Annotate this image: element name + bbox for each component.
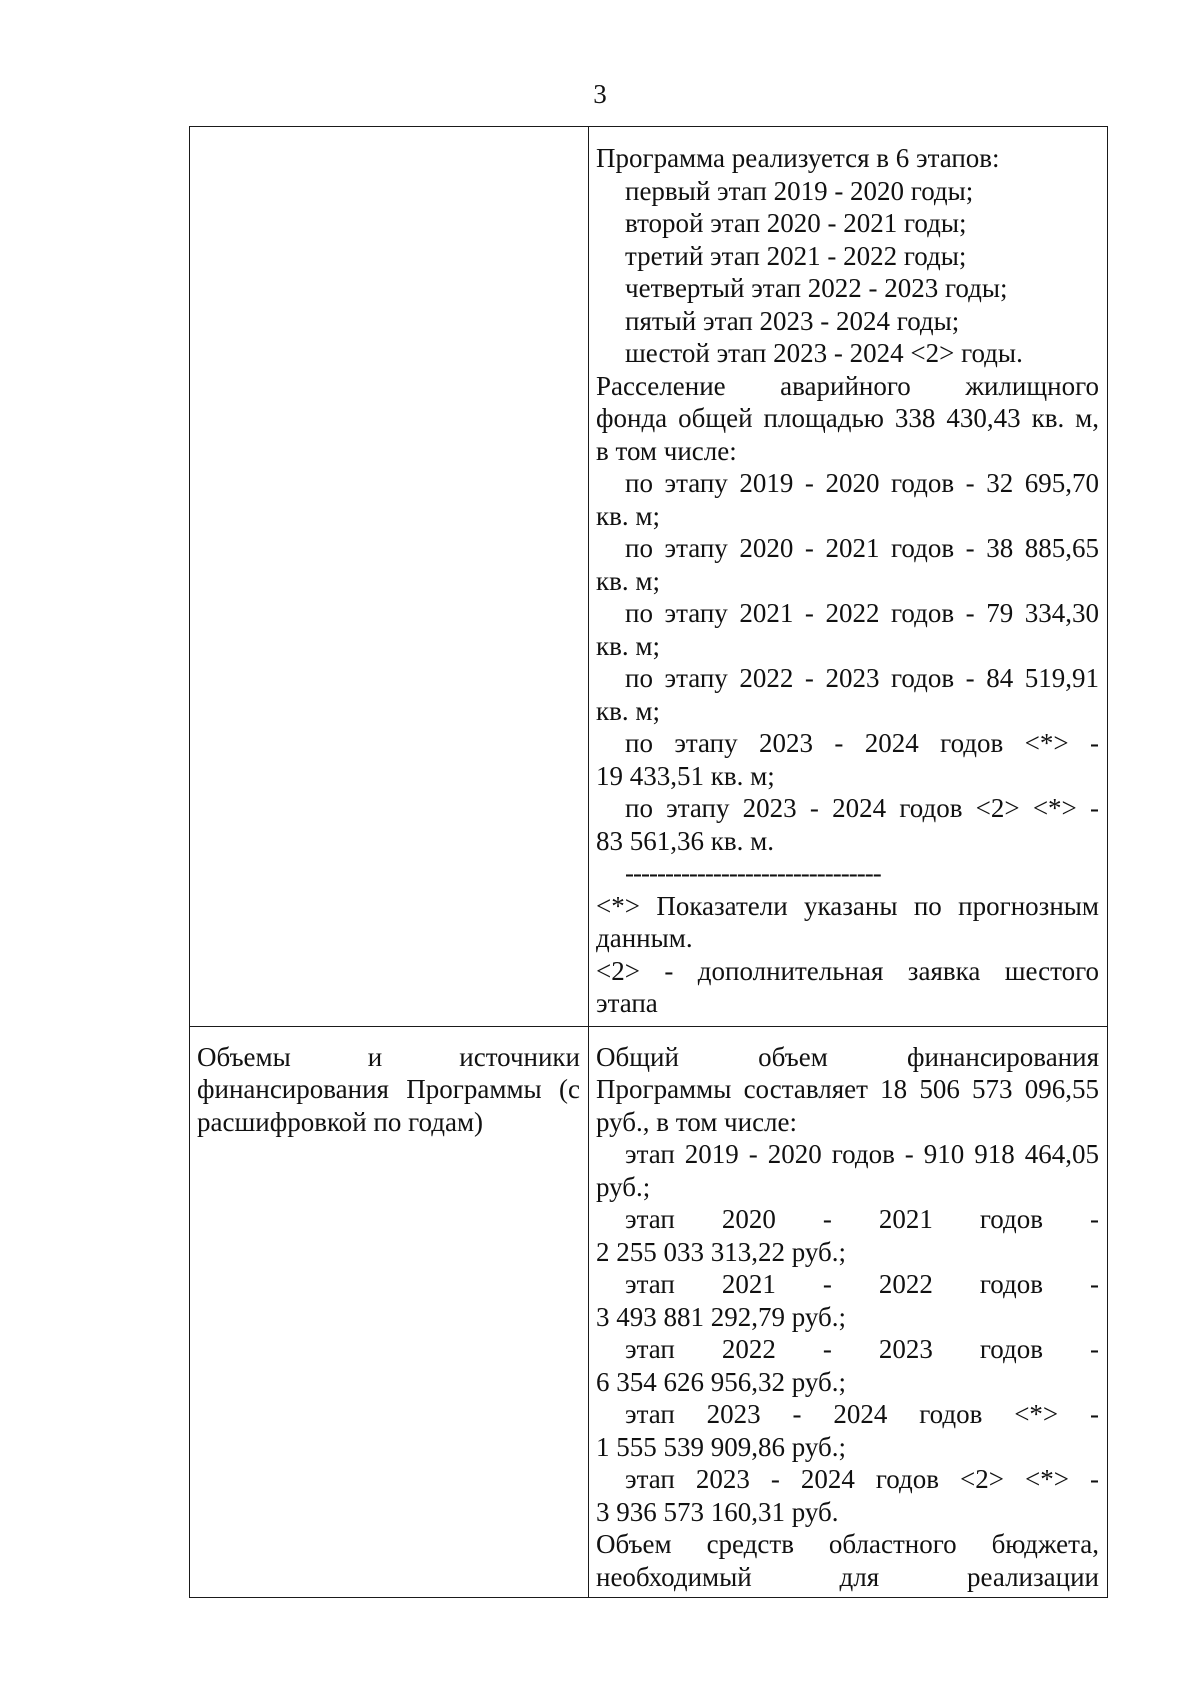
text-line: по этапу 2019 - 2020 годов - 32 695,70: [625, 468, 1099, 498]
text-line: Объем средств областного бюджета,: [596, 1529, 1099, 1559]
footnote-separator: --------------------------------: [625, 858, 881, 888]
text-line: необходимый для реализации: [596, 1561, 1099, 1592]
table-row-financing: [190, 1026, 1108, 1598]
text-line: по этапу 2020 - 2021 годов - 38 885,65: [625, 533, 1099, 563]
label-line: Объемы и источники: [197, 1041, 580, 1072]
text-line: этап 2019 - 2020 годов - 910 918 464,05: [625, 1139, 1099, 1169]
text-line: 83 561,36 кв. м.: [596, 825, 774, 856]
footnote-line: данным.: [596, 923, 693, 953]
text-line: по этапу 2021 - 2022 годов - 79 334,30: [625, 598, 1099, 628]
text-line: Расселение аварийного жилищного: [596, 370, 1099, 401]
text-line: по этапу 2023 - 2024 годов <2> <*> -: [625, 793, 1099, 823]
text-line: кв. м;: [596, 500, 660, 531]
footnote-line: <*> Показатели указаны по прогнозным: [596, 890, 1099, 921]
stages-text-block: [596, 142, 1099, 857]
label-line: расшифровкой по годам): [197, 1106, 484, 1137]
text-line: шестой этап 2023 - 2024 <2> годы.: [625, 338, 1023, 368]
row1-left-cell: [190, 127, 589, 1027]
text-line: четвертый этап 2022 - 2023 годы;: [625, 273, 1008, 303]
footnotes-block: [596, 890, 1099, 1020]
row1-right-cell: [589, 127, 1108, 1027]
text-line: 6 354 626 956,32 руб.;: [596, 1366, 847, 1397]
text-line: этап 2022 - 2023 годов -: [625, 1334, 1099, 1364]
program-passport-table: [189, 126, 1108, 1598]
text-line: 1 555 539 909,86 руб.;: [596, 1431, 847, 1462]
text-line: этап 2023 - 2024 годов <*> -: [625, 1399, 1099, 1429]
text-line: руб.;: [596, 1171, 651, 1202]
text-line: Программа реализуется в 6 этапов:: [596, 143, 1000, 173]
text-line: по этапу 2023 - 2024 годов <*> -: [625, 728, 1099, 758]
text-line: в том числе:: [596, 435, 737, 466]
footnote-line: <2> - дополнительная заявка шестого: [596, 955, 1099, 986]
text-line: Программы составляет 18 506 573 096,55: [596, 1074, 1099, 1104]
financing-text-block: [589, 1027, 1107, 1598]
text-line: этап 2023 - 2024 годов <2> <*> -: [625, 1464, 1099, 1494]
label-line: финансирования Программы (с: [197, 1074, 580, 1104]
row2-right-cell: [589, 1026, 1108, 1598]
text-line: Общий объем финансирования: [596, 1041, 1099, 1072]
text-line: 3 493 881 292,79 руб.;: [596, 1301, 847, 1332]
text-line: кв. м;: [596, 630, 660, 661]
text-line: первый этап 2019 - 2020 годы;: [625, 175, 974, 206]
text-line: пятый этап 2023 - 2024 годы;: [625, 305, 960, 336]
text-line: руб., в том числе:: [596, 1106, 798, 1137]
row2-left-cell: [190, 1026, 589, 1598]
text-line: фонда общей площадью 338 430,43 кв. м,: [596, 403, 1099, 433]
row1-left-text: [190, 127, 588, 148]
table-row-stages: [190, 127, 1108, 1027]
footnote-line: этапа: [596, 988, 658, 1018]
text-line: третий этап 2021 - 2022 годы;: [625, 240, 967, 271]
financing-label: [190, 1027, 588, 1143]
page-number: 3: [593, 79, 607, 109]
text-line: второй этап 2020 - 2021 годы;: [625, 208, 967, 238]
text-line: этап 2020 - 2021 годов -: [625, 1204, 1099, 1234]
text-line: 3 936 573 160,31 руб.: [596, 1496, 839, 1527]
text-line: кв. м;: [596, 565, 660, 596]
text-line: 19 433,51 кв. м;: [596, 760, 775, 791]
text-line: кв. м;: [596, 695, 660, 726]
text-line: этап 2021 - 2022 годов -: [625, 1269, 1099, 1299]
text-line: по этапу 2022 - 2023 годов - 84 519,91: [625, 663, 1099, 693]
text-line: 2 255 033 313,22 руб.;: [596, 1236, 847, 1267]
